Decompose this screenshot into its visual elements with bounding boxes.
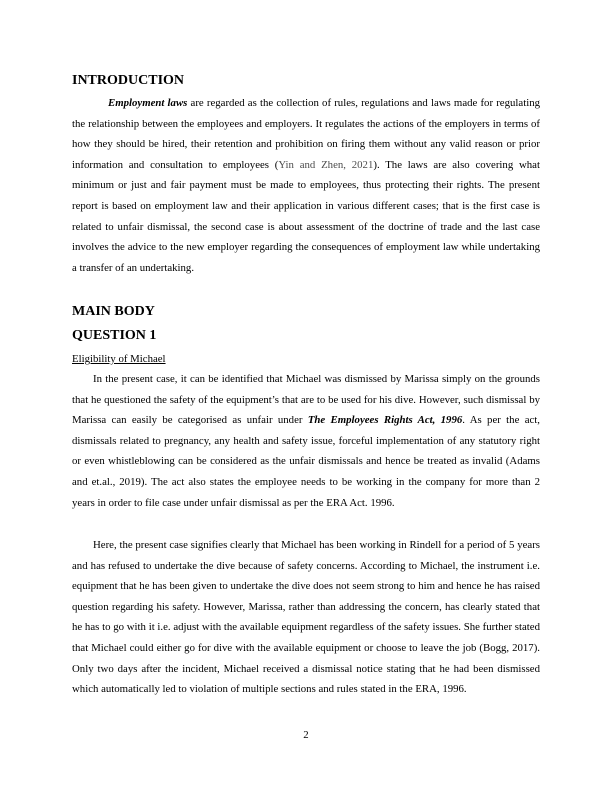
main-body-heading: MAIN BODY	[72, 304, 155, 319]
question-1-text-b: . As per the act, dismissals related to pregnancy, any health and safety issue, forceful implementation of any statutory right or even whistleblowing can be considered as the unfair dismissals and hence be treated as invalid (Adams and et.al., 2019). The act also states the employee needs to be working in the company for more than 2 years in order to file case under unfair dismissal as per the ERA Act. 1996.	[72, 414, 540, 509]
question-1-heading: QUESTION 1	[72, 328, 157, 343]
question-1-text-a: In the present case, it can be identified that Michael was dismissed by Marissa simply on the grounds that he questioned the safety of the equipment’s that are to be used for his dive. However, such dismissal by Marissa can easily be categorised as unfair under	[72, 373, 540, 427]
eligibility-subheading: Eligibility of Michael	[72, 353, 166, 365]
employment-laws-term: Employment laws	[108, 97, 188, 109]
page-number: 2	[303, 729, 309, 741]
introduction-heading: INTRODUCTION	[72, 73, 185, 88]
introduction-paragraph	[72, 93, 540, 278]
question-1-paragraph-1	[72, 369, 540, 513]
question-1-paragraph-2: Here, the present case signifies clearly that Michael has been working in Rindell for a period of 5 years and has refused to undertake the dive because of safety concerns. According to Michael, the instrument i.e. equipment that he has been given to undertake the dive does not seem strong to him and hence he has raised question regarding his safety. However, Marissa, rather than addressing the concern, has clearly stated that he has to go with it i.e. adjust with the available equipment regardless of the safety issues. She further stated that Michael could either go for dive with the available equipment or choose to leave the job (Bogg, 2017). Only two days after the incident, Michael received a dismissal notice stating that he had been dismissed which automatically led to violation of multiple sections and rules stated in the ERA, 1996.	[72, 539, 540, 696]
introduction-text-b: ). The laws are also covering what minimum or just and fair payment must be made to employees, thus protecting their rights. The present report is based on employment law and their application in various different cases; that is the first case is related to unfair dismissal, the second case is about assessment of the doctrine of trade and the last case involves the advice to the new employer regarding the consequences of employment law while undertaking a transfer of an undertaking.	[72, 158, 540, 274]
employees-rights-act: The Employees Rights Act, 1996	[307, 414, 463, 427]
introduction-text-a: are regarded as the collection of rules, regulations and laws made for regulating the relationship between the employees and employers. It regulates the actions of the employers in terms of how they should be hired, their retention and prohibition on firing them without any valid reason or prior information and consultation to employees (	[72, 97, 540, 171]
introduction-citation: Yin and Zhen, 2021	[278, 158, 374, 171]
